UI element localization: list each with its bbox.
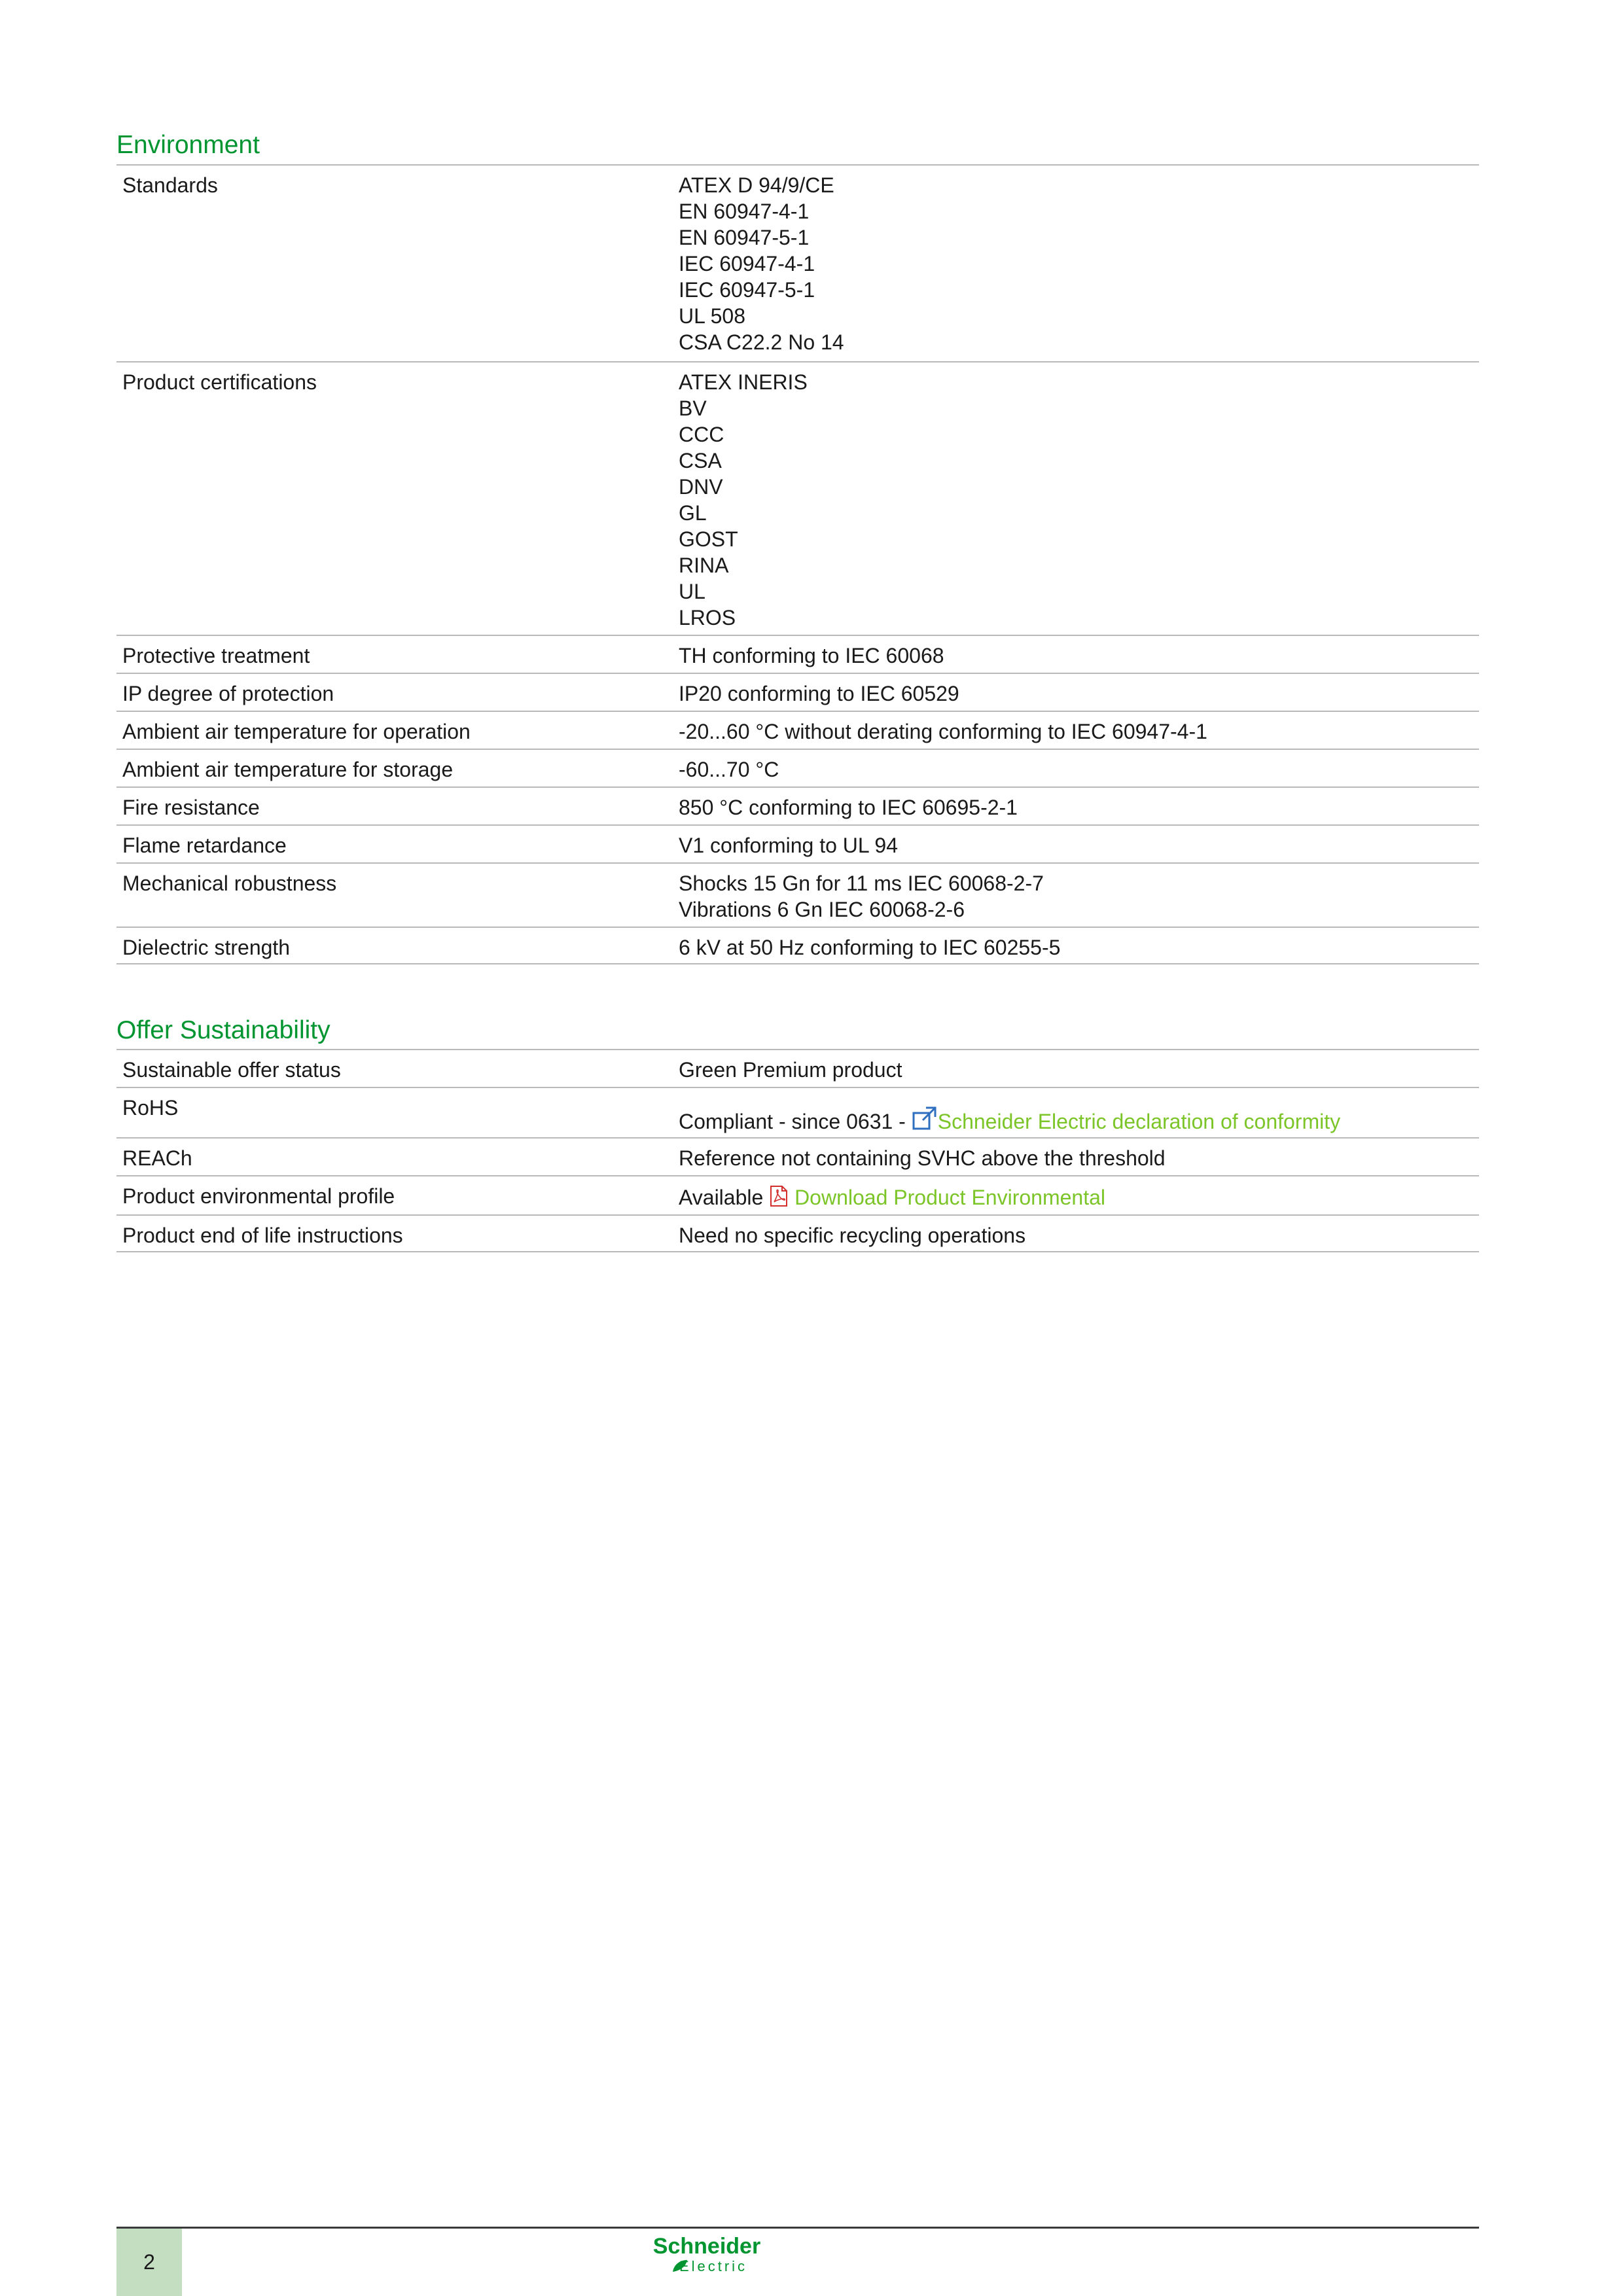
logo-wordmark-electric: Electric: [679, 2258, 748, 2274]
value-line: ATEX D 94/9/CE: [679, 173, 834, 197]
declaration-of-conformity-link[interactable]: Schneider Electric declaration of conformity: [937, 1110, 1341, 1133]
row-values-ip-degree: [679, 680, 959, 707]
rohs-compliance-text: Compliant - since 0631 -: [679, 1110, 906, 1133]
row-values-storage-temperature: [679, 756, 779, 783]
row-values-flame-retardance: [679, 832, 898, 858]
table-row: [116, 862, 1479, 927]
row-values-operation-temperature: [679, 718, 1207, 745]
row-values-rohs: [679, 1105, 1340, 1137]
row-values-reach: [679, 1145, 1166, 1171]
value-line: UL 508: [679, 304, 745, 328]
environment-table: [116, 164, 1479, 964]
row-label-reach: REACh: [122, 1146, 192, 1170]
row-label-flame-retardance: Flame retardance: [122, 834, 287, 857]
row-label-storage-temperature: Ambient air temperature for storage: [122, 758, 454, 781]
value-line: -20...60 °C without derating conforming to IEC 60947-4-1: [679, 720, 1207, 743]
page-number: 2: [116, 2229, 182, 2296]
logo-wordmark-schneider: Schneider: [652, 2235, 761, 2259]
value-line: IP20 conforming to IEC 60529: [679, 682, 959, 705]
table-row: [116, 361, 1479, 635]
value-line: [679, 1105, 1340, 1137]
table-row: [116, 1214, 1479, 1252]
value-line: DNV: [679, 475, 723, 499]
value-line: UL: [679, 580, 705, 603]
row-label-environmental-profile: Product environmental profile: [122, 1184, 395, 1208]
value-line: Green Premium product: [679, 1058, 902, 1082]
row-label-rohs: RoHS: [122, 1096, 179, 1120]
value-line: RINA: [679, 554, 729, 577]
value-line: -60...70 °C: [679, 758, 779, 781]
value-line: GL: [679, 501, 707, 525]
row-values-mechanical-robustness: [679, 870, 1044, 923]
value-line: 6 kV at 50 Hz conforming to IEC 60255-5: [679, 936, 1061, 959]
row-label-certifications: Product certifications: [122, 370, 317, 394]
table-row: [116, 927, 1479, 964]
row-values-dielectric-strength: [679, 934, 1060, 961]
row-label-operation-temperature: Ambient air temperature for operation: [122, 720, 471, 743]
value-line: IEC 60947-4-1: [679, 252, 815, 275]
value-line: LROS: [679, 606, 736, 629]
row-values-environmental-profile: [679, 1184, 1105, 1213]
row-values-protective-treatment: [679, 643, 944, 669]
schneider-electric-logo: [648, 2235, 766, 2274]
table-row: [116, 673, 1479, 711]
value-line: EN 60947-5-1: [679, 226, 810, 249]
environment-section-title: Environment: [116, 131, 260, 159]
value-line: [679, 1184, 1105, 1213]
row-values-offer-status: [679, 1057, 902, 1083]
table-row: [116, 711, 1479, 749]
row-values-standards: [679, 172, 844, 355]
value-line: Need no specific recycling operations: [679, 1224, 1026, 1247]
download-environmental-profile-link[interactable]: Download Product Environmental: [794, 1186, 1105, 1209]
table-row: [116, 786, 1479, 824]
offer-sustainability-table: [116, 1049, 1479, 1252]
table-row: [116, 749, 1479, 786]
table-row: [116, 1137, 1479, 1175]
row-label-offer-status: Sustainable offer status: [122, 1058, 341, 1082]
table-row: [116, 1087, 1479, 1137]
table-row: [116, 1049, 1479, 1087]
row-values-certifications: [679, 369, 808, 631]
footer-divider: [116, 2227, 1479, 2229]
value-line: Reference not containing SVHC above the threshold: [679, 1146, 1166, 1170]
value-line: GOST: [679, 527, 738, 551]
value-line: IEC 60947-5-1: [679, 278, 815, 302]
value-line: Shocks 15 Gn for 11 ms IEC 60068-2-7: [679, 872, 1044, 895]
table-row: [116, 824, 1479, 862]
row-values-end-of-life: [679, 1222, 1026, 1248]
row-label-fire-resistance: Fire resistance: [122, 796, 260, 819]
value-line: Vibrations 6 Gn IEC 60068-2-6: [679, 898, 965, 921]
row-label-end-of-life: Product end of life instructions: [122, 1224, 403, 1247]
availability-text: Available: [679, 1186, 764, 1209]
row-label-ip-degree: IP degree of protection: [122, 682, 334, 705]
row-label-standards: Standards: [122, 173, 218, 197]
table-row: [116, 1175, 1479, 1214]
external-link-icon[interactable]: [912, 1105, 938, 1137]
value-line: CSA: [679, 449, 722, 472]
row-values-fire-resistance: [679, 794, 1018, 821]
value-line: V1 conforming to UL 94: [679, 834, 898, 857]
value-line: 850 °C conforming to IEC 60695-2-1: [679, 796, 1018, 819]
table-row: [116, 635, 1479, 673]
value-line: BV: [679, 397, 707, 420]
table-row: [116, 164, 1479, 361]
row-label-dielectric-strength: Dielectric strength: [122, 936, 291, 959]
row-label-protective-treatment: Protective treatment: [122, 644, 310, 667]
value-line: CSA C22.2 No 14: [679, 330, 844, 354]
offer-sustainability-section-title: Offer Sustainability: [116, 1016, 330, 1044]
value-line: CCC: [679, 423, 724, 446]
pdf-icon[interactable]: [769, 1185, 789, 1213]
value-line: ATEX INERIS: [679, 370, 808, 394]
row-label-mechanical-robustness: Mechanical robustness: [122, 872, 337, 895]
value-line: TH conforming to IEC 60068: [679, 644, 944, 667]
value-line: EN 60947-4-1: [679, 200, 810, 223]
